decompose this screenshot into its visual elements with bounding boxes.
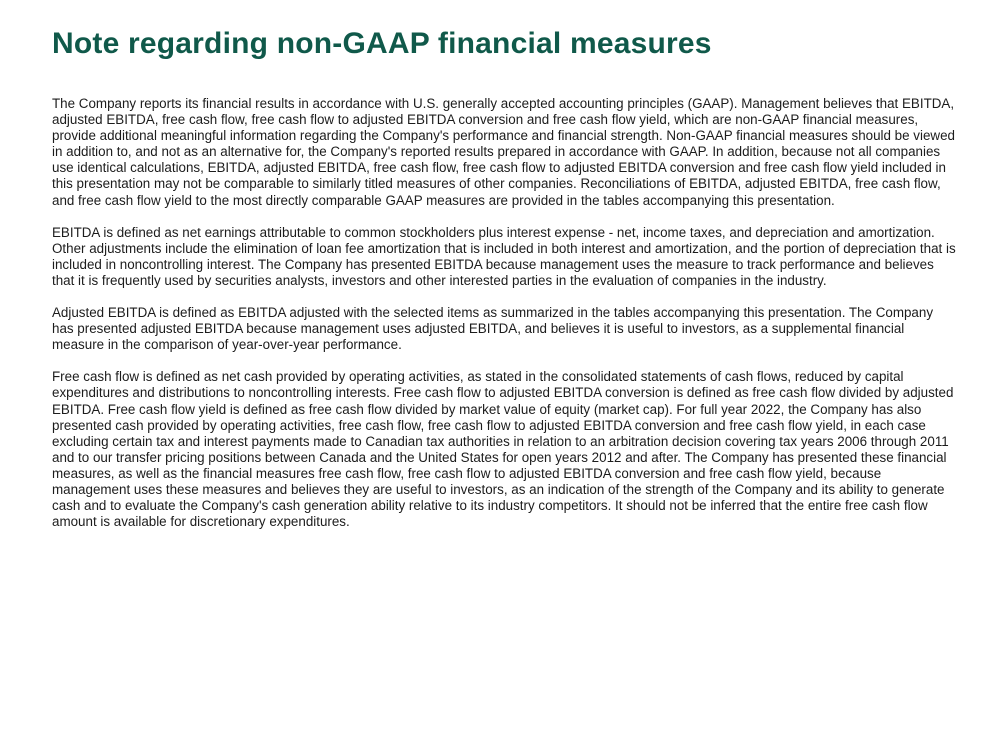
page-title: Note regarding non-GAAP financial measures xyxy=(52,27,712,60)
paragraph-ebitda-definition: EBITDA is defined as net earnings attributable to common stockholders plus interest expense - net, income taxes, and depreciation and amortization. Other adjustments include the elimination of loan fee amortization that is included in both interest and amortization, and the portion of depreciation that is included in noncontrolling interest. The Company has presented EBITDA because management uses the measure to track performance and believes that it is frequently used by securities analysts, investors and other interested parties in the evaluation of companies in the industry. xyxy=(52,224,956,288)
paragraph-free-cash-flow-definition: Free cash flow is defined as net cash provided by operating activities, as stated in the consolidated statements of cash flows, reduced by capital expenditures and distributions to noncontrolling interests. Free cash flow to adjusted EBITDA conversion is defined as free cash flow divided by adjusted EBITDA. Free cash flow yield is defined as free cash flow divided by market value of equity (market cap). For full year 2022, the Company has also presented cash provided by operating activities, free cash flow, free cash flow to adjusted EBITDA conversion and free cash flow yield, in each case excluding certain tax and interest payments made to Canadian tax authorities in relation to an arbitration decision covering tax years 2006 through 2011 and to our transfer pricing positions between Canada and the United States for open years 2012 and after. The Company has presented these financial measures, as well as the financial measures free cash flow, free cash flow to adjusted EBITDA conversion and free cash flow yield, because management uses these measures and believes they are useful to investors, as an indication of the strength of the Company and its ability to generate cash and to evaluate the Company's cash generation ability relative to its industry competitors. It should not be inferred that the entire free cash flow amount is available for discretionary expenditures. xyxy=(52,369,954,530)
paragraph-adjusted-ebitda-definition: Adjusted EBITDA is defined as EBITDA adjusted with the selected items as summarized in the tables accompanying this presentation. The Company has presented adjusted EBITDA because management uses adjusted EBITDA, and believes it is useful to investors, as a supplemental financial measure in the comparison of year-over-year performance. xyxy=(52,305,934,353)
body-text xyxy=(52,96,956,530)
paragraph-gaap-overview: The Company reports its financial results in accordance with U.S. generally accepted accounting principles (GAAP). Management believes that EBITDA, adjusted EBITDA, free cash flow, free cash flow to adjusted EBITDA conversion and free cash flow yield, which are non-GAAP financial measures, provide additional meaningful information regarding the Company's performance and financial strength. Non-GAAP financial measures should be viewed in addition to, and not as an alternative for, the Company's reported results prepared in accordance with GAAP. In addition, because not all companies use identical calculations, EBITDA, adjusted EBITDA, free cash flow, free cash flow to adjusted EBITDA conversion and free cash flow yield included in this presentation may not be comparable to similarly titled measures of other companies. Reconciliations of EBITDA, adjusted EBITDA, free cash flow, and free cash flow yield to the most directly comparable GAAP measures are provided in the tables accompanying this presentation. xyxy=(52,96,955,208)
